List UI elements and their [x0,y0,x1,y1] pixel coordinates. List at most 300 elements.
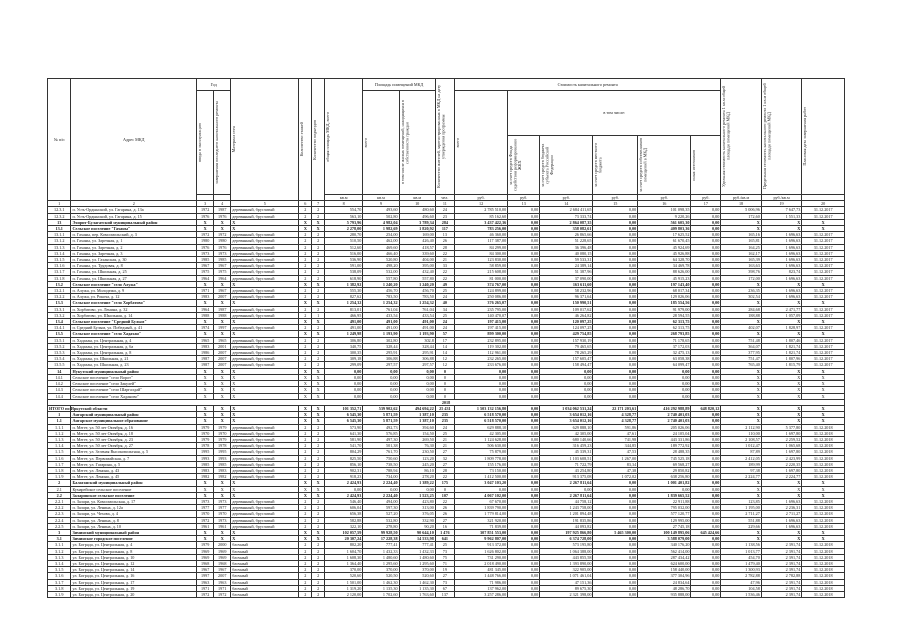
cell-u: 123,85 [721,498,761,504]
cell-f: 0,00 [508,263,540,269]
cell-no: 1.1.1 [48,424,71,430]
cell-fl: X [299,486,312,492]
cell-no: 13.1.7 [48,269,71,275]
cell-y1: 1974 [197,325,214,331]
cell-g: 1 071 461,04 [540,573,593,579]
cell-y1: 1979 [197,436,214,442]
cell-m: X [761,219,801,225]
cell-en: 2 [312,294,325,300]
cell-y2: X [214,405,231,411]
cell-m: 2 423,99 [761,455,801,461]
cell-s: 563,10 [325,213,363,219]
cell-m: X [761,300,801,306]
cell-y2: 1982 [214,474,231,480]
cell-l: 0,00 [593,300,638,306]
cell-t: 235 795,00 [454,306,507,312]
cell-addr: п. Гаханы, пер. Комсомольский, д. 3 [71,232,197,238]
cell-y1: X [197,319,214,325]
cell-g: 2 267 811,64 [540,480,593,486]
cell-l: 22 171 203,61 [593,405,638,411]
cell-f: 0,00 [508,554,540,560]
cell-t: 197 415,00 [454,319,507,325]
cell-b: 0,00 [399,387,435,393]
cell-a: 0,00 [363,368,399,374]
cell-o: 28 594,55 [638,312,691,318]
cell-d: X [802,331,845,337]
cell-t: 84 299,00 [454,244,507,250]
cell-d: X [802,536,845,542]
cell-addr: Зиминское городское поселение [71,536,197,542]
cell-u: 402,07 [721,325,761,331]
cell-m: 7 647,73 [761,207,801,213]
cell-addr: п. Гаханы, ул. Школьная, д. 25 [71,269,197,275]
cell-l: 0,00 [593,486,638,492]
cell-a: 1 295,60 [363,560,399,566]
cell-en: 2 [312,443,325,449]
year-label: 2018 [48,399,845,405]
cell-d: 31.12.2017 [802,337,845,343]
cell-y2: X [214,536,231,542]
cell-y2: 1968 [214,560,231,566]
cell-en: 2 [312,337,325,343]
cell-l: 0,00 [593,257,638,263]
cell-m: 2 391,74 [761,554,801,560]
cell-en: 2 [312,436,325,442]
cell-b: 295,91 [399,350,435,356]
cell-a: 1 982,69 [363,226,399,232]
cell-y2: 2000 [214,542,231,548]
cell-o: 29 850,82 [638,467,691,473]
cell-x: 0,00 [691,232,721,238]
cell-m: 1 696,63 [761,232,801,238]
cell-y1: 1973 [197,250,214,256]
cell-u: 236,35 [721,288,761,294]
cell-f: 0,00 [508,269,540,275]
cell-y1: 1983 [197,294,214,300]
cell-r: 0 [435,374,454,380]
column-number-cell: 19 [761,201,801,207]
cell-u: 551,88 [721,517,761,523]
cell-r: 28 [435,467,454,473]
cell-x: 0,00 [691,393,721,399]
cell-r: 28 [435,244,454,250]
cell-d: X [802,405,845,411]
cell-t: 0,00 [454,393,507,399]
cell-y1: 1975 [197,269,214,275]
cell-fl: 2 [299,269,312,275]
cell-no: 2.2.2 [48,505,71,511]
cell-s: 555,30 [325,288,363,294]
cell-y1: 1995 [197,449,214,455]
cell-g: 46 264,82 [540,312,593,318]
cell-addr: п. Хадахан, ул. Центральная, д. 6а [71,343,197,349]
cell-u: 751,47 [721,356,761,362]
cell-no: 2.2.4 [48,517,71,523]
cell-t: 1 124 628,00 [454,436,507,442]
cell-x: 0,00 [691,424,721,430]
cell-en: 2 [312,288,325,294]
cell-x: 0,00 [691,560,721,566]
cell-r: 235 [435,412,454,418]
cell-b: 332,90 [399,517,435,523]
cell-fl: 2 [299,207,312,213]
cell-l: 0,00 [593,343,638,349]
cell-mat: деревянный, брусчатый [231,511,299,517]
cell-o: 24 105,04 [638,430,691,436]
cell-fl: 2 [299,523,312,529]
cell-s: 827,62 [325,294,363,300]
cell-a: 1 702,60 [363,592,399,598]
cell-addr: ул. Бограда, ул. Центральная, д. 20 [71,592,197,598]
cell-u: 1 479,40 [721,560,761,566]
cell-mat: деревянный, брусчатый [231,436,299,442]
cell-x: 0,00 [691,275,721,281]
cell-m: 1 065,68 [761,443,801,449]
cell-f: 0,00 [508,337,540,343]
cell-y2: X [214,226,231,232]
cell-y1: X [197,387,214,393]
cell-d: X [802,412,845,418]
cell-g: 163 611,60 [540,281,593,287]
cell-x: 0,00 [691,436,721,442]
cell-l: 0,00 [593,548,638,554]
cell-u: 1 300,93 [721,567,761,573]
cell-y2: 1963 [214,579,231,585]
cell-s: 581,90 [325,436,363,442]
cell-t: 0,00 [454,381,507,387]
cell-mat: X [231,418,299,424]
cell-g: 1 393 890,00 [540,560,593,566]
cell-u: X [721,319,761,325]
cell-en: 2 [312,467,325,473]
cell-x: 0,00 [691,542,721,548]
cell-a: 1 432,33 [363,548,399,554]
cell-y2: X [214,486,231,492]
cell-a: 597,30 [363,505,399,511]
column-number-cell: 15 [593,201,638,207]
cell-a: 532,80 [363,517,399,523]
cell-l: 0,00 [593,288,638,294]
cell-s: 300,35 [325,350,363,356]
cell-l: 0,00 [593,554,638,560]
cell-x: 0,00 [691,213,721,219]
cell-r: 284 [435,219,454,225]
cell-en: X [312,412,325,418]
cell-g: 44 093,82 [540,523,593,529]
cell-mat: X [231,529,299,535]
cell-s: 1 604,70 [325,548,363,554]
cell-y1: 1965 [197,337,214,343]
cell-d: 31.12.2017 [802,238,845,244]
cell-m: X [761,492,801,498]
cell-o: 377 304,96 [638,573,691,579]
cell-addr: Сельское поселение "село Ворот" [71,374,197,380]
cell-r: 0 [435,393,454,399]
cell-t: 1 626 802,00 [454,548,507,554]
cell-y1: X [197,529,214,535]
cell-g: 51 228,65 [540,238,593,244]
cell-f: 0,00 [508,356,540,362]
cell-en: 2 [312,424,325,430]
cell-l: 741,98 [593,436,638,442]
column-number-cell: 5 [231,201,299,207]
cell-x: 0,00 [691,294,721,300]
cell-en: X [312,368,325,374]
cell-b: 394,60 [399,424,435,430]
cell-m: 1 696,63 [761,498,801,504]
cell-g: 89 675,30 [540,585,593,591]
cell-l: 1 267,00 [593,455,638,461]
cell-s: 340,75 [325,343,363,349]
cell-en: 2 [312,356,325,362]
column-number-cell: 16 [638,201,691,207]
cell-g: 3 654 012,16 [540,412,593,418]
cell-u: 765,40 [721,362,761,368]
cell-mat: X [231,331,299,337]
header-no: № п/п [48,79,71,201]
cell-b: 86,10 [399,467,435,473]
cell-en: 2 [312,585,325,591]
cell-u: X [721,226,761,232]
cell-f: 0,00 [508,238,540,244]
cell-s: 5 793,96 [325,219,363,225]
cell-s: 20 307,24 [325,536,363,542]
cell-y1: X [197,418,214,424]
column-number-cell: 1 [48,201,71,207]
cell-m: 2 259,52 [761,436,801,442]
cell-mat: деревянный, брусчатый [231,263,299,269]
cell-l: 5 465 300,00 [593,529,638,535]
cell-mat: деревянный, брусчатый [231,430,299,436]
cell-addr: п. Мегет, ул. 50 лет Октября, д. 27 [71,443,197,449]
cell-d: 31.12.2018 [802,548,845,554]
cell-addr: п. Алужа, ул. Рокоча, д. 12 [71,294,197,300]
cell-r: 23 [435,213,454,219]
cell-no: 14.1 [48,374,71,380]
cell-t: 71 986,00 [454,579,507,585]
cell-b: 339,60 [399,250,435,256]
cell-a: 0,00 [363,374,399,380]
column-number-cell: 7 [312,201,325,207]
cell-en: X [312,486,325,492]
cell-d: 31.12.2017 [802,362,845,368]
cell-l: 0,00 [593,319,638,325]
cell-fl: 2 [299,250,312,256]
document-page [47,78,845,636]
cell-a: 491,00 [363,319,399,325]
cell-g: 6 374 728,00 [540,536,593,542]
cell-en: 2 [312,573,325,579]
column-number-cell: 9 [363,201,399,207]
cell-y1: 1963 [197,579,214,585]
cell-y2: 1978 [214,443,231,449]
cell-x: 0,00 [691,350,721,356]
cell-r: 24 [435,424,454,430]
cell-y1: 1967 [197,567,214,573]
cell-y2: X [214,374,231,380]
cell-t: 137 962,00 [454,585,507,591]
cell-a: 788,94 [363,467,399,473]
cell-m: 1 696,63 [761,523,801,529]
cell-en: 2 [312,542,325,548]
cell-en: X [312,281,325,287]
cell-x: 648 820,12 [691,405,721,411]
cell-g: 629 888,10 [540,424,593,430]
cell-s: 520,60 [325,573,363,579]
cell-en: 2 [312,257,325,263]
cell-u: 47,96 [721,579,761,585]
cell-mat: деревянный, брусчатый [231,455,299,461]
cell-a: 456,70 [363,288,399,294]
cell-x: 0,00 [691,207,721,213]
cell-f: 0,00 [508,374,540,380]
cell-mat: деревянный, брусчатый [231,461,299,467]
cell-d: X [802,393,845,399]
cell-u: 302,54 [721,294,761,300]
cell-g: 191 835,86 [540,517,593,523]
cell-r: 13 [435,232,454,238]
cell-no: 3.1.4 [48,560,71,566]
cell-t: 81 000,00 [454,275,507,281]
cell-l: 0,00 [593,567,638,573]
cell-r: 73 [435,548,454,554]
cell-l: 0,00 [593,219,638,225]
cell-no: 1.1.4 [48,443,71,449]
cell-t: 731 290,00 [454,554,507,560]
cell-u: 1 138,56 [721,542,761,548]
cell-en: 2 [312,213,325,219]
cell-no: 2.2 [48,492,71,498]
cell-t: 9 962 807,00 [454,536,507,542]
cell-f: 0,00 [508,505,540,511]
cell-m: X [761,281,801,287]
cell-a: 469,60 [363,244,399,250]
cell-fl: X [299,300,312,306]
cell-l: 0,00 [593,511,638,517]
cell-l: 0,00 [593,517,638,523]
cell-f: 0,00 [508,585,540,591]
unit-cell: руб. [691,195,721,201]
cell-b: 557,80 [399,275,435,281]
cell-b: 1 462,30 [399,579,435,585]
cell-r: 17 [435,337,454,343]
cell-en: X [312,300,325,306]
cell-d: 31.12.2018 [802,436,845,442]
cell-g: 158 494,47 [540,362,593,368]
cell-y1: X [197,492,214,498]
cell-a: 1 240,20 [363,281,399,287]
cell-u: X [721,281,761,287]
cell-r: 67 [435,585,454,591]
cell-r: 12 [435,362,454,368]
cell-t: 6 518 570,00 [454,412,507,418]
cell-o: 28 488,35 [638,449,691,455]
cell-no: 3 [48,529,71,535]
cell-t: 1 448 766,00 [454,573,507,579]
cell-no: 1.1.5 [48,449,71,455]
cell-y2: 1967 [214,288,231,294]
cell-x: 0,00 [691,418,721,424]
cell-d: 31.12.2018 [802,567,845,573]
cell-s: 6 545,30 [325,412,363,418]
cell-r: 21 [435,443,454,449]
cell-x: 0,00 [691,281,721,287]
cell-l: 0,00 [593,573,638,579]
cell-mat: деревянный, брусчатый [231,312,299,318]
cell-no: 13.1 [48,226,71,232]
cell-l: 0,00 [593,560,638,566]
cell-b: 1 240,20 [399,281,435,287]
header-deadline: Плановая дата завершения работ [802,107,808,166]
cell-y1: 1968 [197,560,214,566]
header-wall-material: Материал стен [231,126,237,153]
cell-l: 4 328,77 [593,418,638,424]
cell-s: 299,09 [325,362,363,368]
header-residents: Количество жителей, зарегистрированных в МКД на дату утверждения программы [435,84,446,189]
cell-o: 340 176,20 [638,542,691,548]
cell-o: 101 098,35 [638,207,691,213]
cell-fl: 2 [299,356,312,362]
cell-g: 429 754,85 [540,331,593,337]
cell-m: 1 697,80 [761,449,801,455]
cell-fl: 2 [299,554,312,560]
cell-m: 1 057,09 [761,312,801,318]
cell-t: 46 360,00 [454,232,507,238]
cell-l: 0,00 [593,213,638,219]
cell-d: 31.12.2017 [802,244,845,250]
cell-s: 554,70 [325,207,363,213]
cell-o: 32 475,13 [638,350,691,356]
cell-no: 13.1.8 [48,275,71,281]
cell-x: 0,00 [691,238,721,244]
cell-mat: деревянный, брусчатый [231,257,299,263]
cell-en: X [312,529,325,535]
cell-s: 618,90 [325,275,363,281]
cell-t: 321 920,00 [454,517,507,523]
cell-o: 61 670,45 [638,238,691,244]
cell-y2: 1967 [214,567,231,573]
cell-d: 31.12.2017 [802,232,845,238]
cell-t: 506 630,00 [454,443,507,449]
cell-r: 14 [435,343,454,349]
cell-m: X [761,418,801,424]
cell-no: 13.1.5 [48,257,71,263]
cell-y1: 1987 [197,356,214,362]
cell-o: 27 745,18 [638,523,691,529]
cell-g: 2 321 398,00 [540,592,593,598]
cell-en: 2 [312,430,325,436]
cell-mat: блочный [231,554,299,560]
cell-d: 31.12.2018 [802,585,845,591]
cell-no: 13.5.1 [48,337,71,343]
cell-no: 13.5.2 [48,343,71,349]
cell-en: 2 [312,511,325,517]
cell-en: X [312,405,325,411]
cell-g: 1 103 608,51 [540,455,593,461]
cell-o: 268 793,85 [638,331,691,337]
cell-mat: деревянный, брусчатый [231,232,299,238]
cell-b: 1 432,33 [399,548,435,554]
cell-y2: X [214,412,231,418]
cell-no: 13.4 [48,319,71,325]
cell-y1: X [197,536,214,542]
cell-f: 0,00 [508,567,540,573]
cell-f: 0,00 [508,319,540,325]
cell-mat: X [231,381,299,387]
header-area-total: всего [363,137,369,148]
cell-u: 172,00 [721,275,761,281]
cell-u: X [721,374,761,380]
